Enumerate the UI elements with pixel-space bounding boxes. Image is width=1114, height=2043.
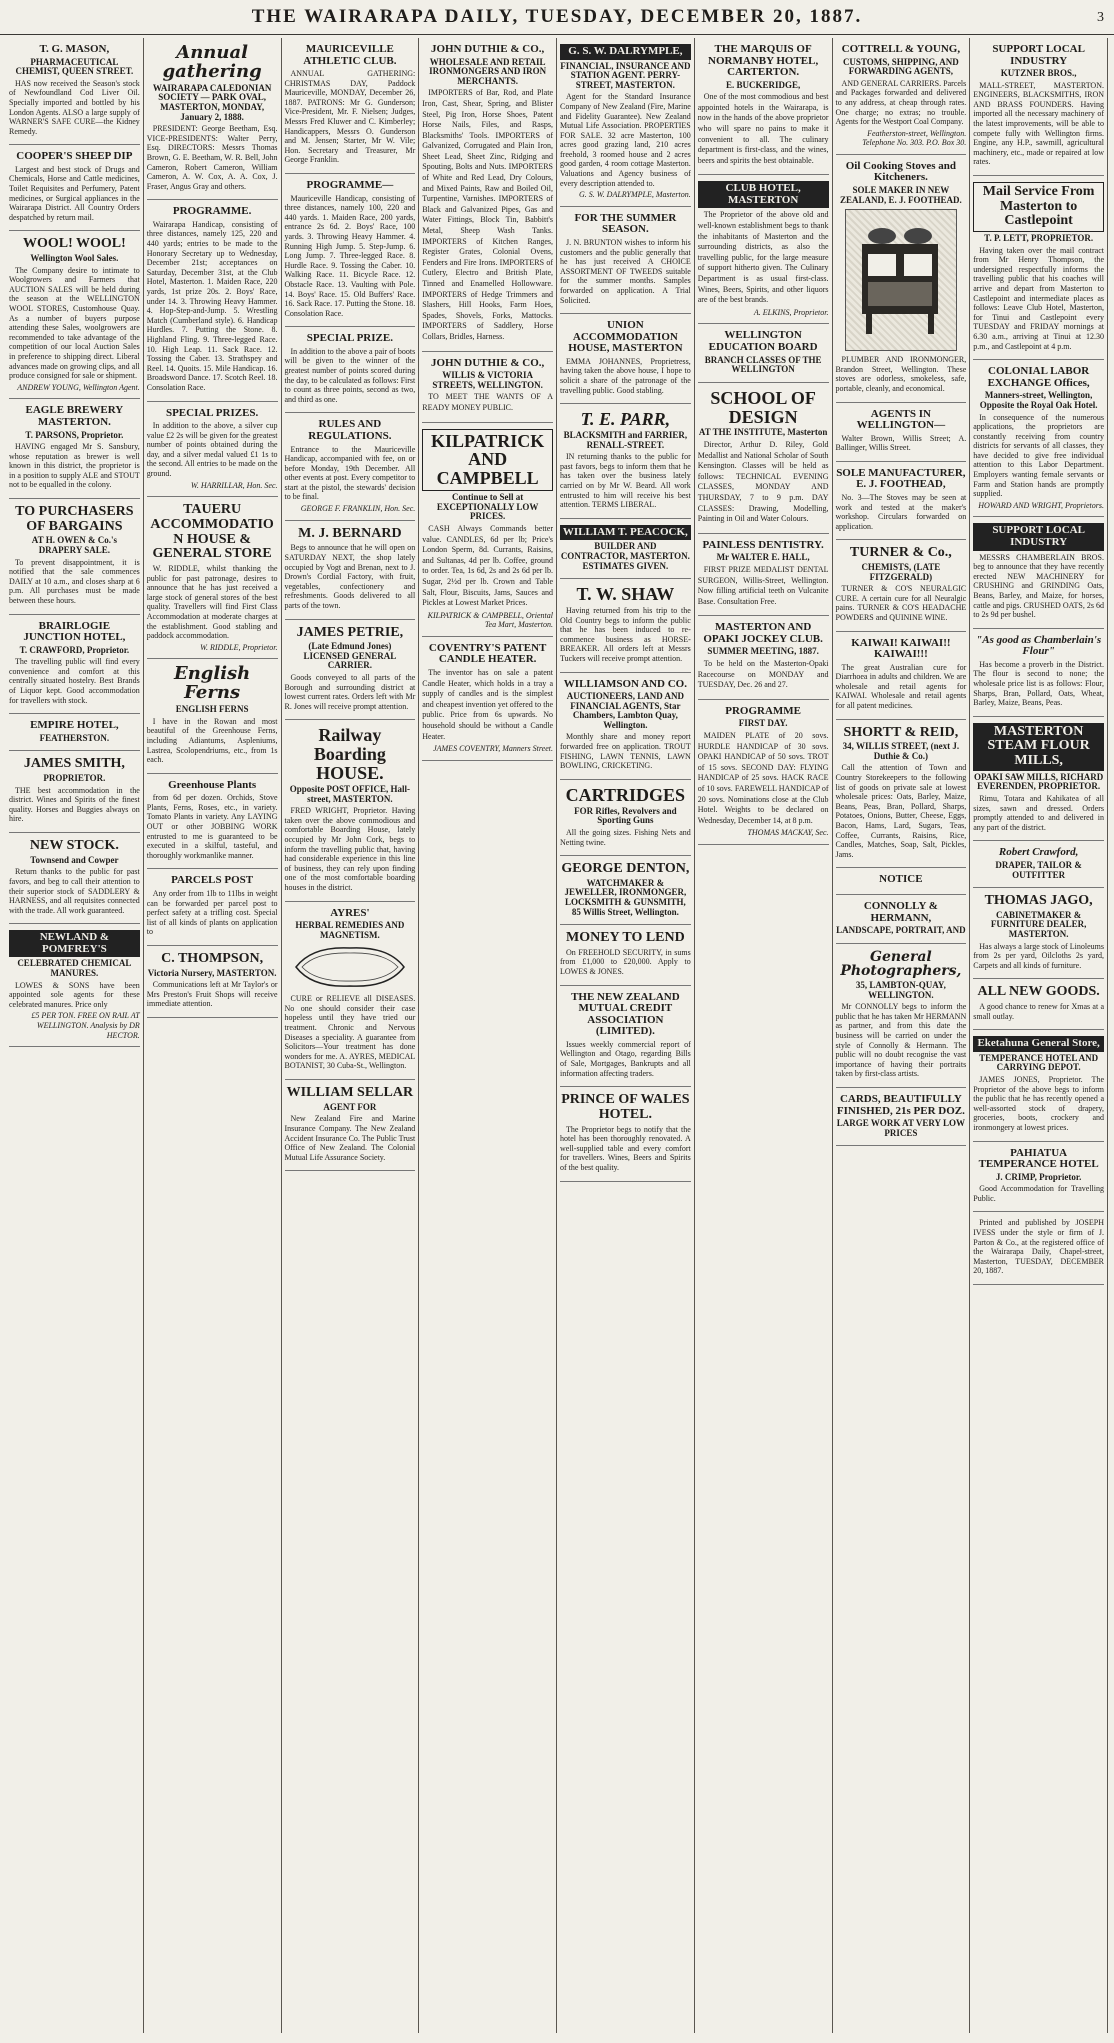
ad-body-text: TURNER & CO'S NEURALGIC CURE. A certain cure for all Neuralgic pains. TURNER & CO'S HEADACHE POWDERS and QUININE WINE. xyxy=(835,584,967,622)
ad-subheading: AUCTIONEERS, LAND AND FINANCIAL AGENTS, Star Chambers, Lambton Quay, Wellington. xyxy=(566,691,685,730)
advertisement xyxy=(422,637,553,761)
ad-headline: KAIWAI! KAIWAI!! KAIWAI!!! xyxy=(851,636,951,661)
advertisement xyxy=(698,324,829,382)
advertisement xyxy=(973,717,1104,842)
advertisement xyxy=(9,751,140,833)
newspaper-masthead xyxy=(0,0,1114,35)
ad-subheading: KUTZNER BROS., xyxy=(1000,68,1077,79)
ad-headline: AGENTS IN WELLINGTON— xyxy=(856,407,946,432)
ad-body-text: HAVING engaged Mr S. Sansbury, whose reputation as brewer is well known in this district, the proprietor is in a position to supply ALE and STOUT not to be equalled in the colony. xyxy=(9,442,140,490)
ad-headline: "As good as Chamberlain's Flour" xyxy=(976,633,1102,658)
ad-headline: Eketahuna General Store, xyxy=(973,1036,1104,1052)
advertisement xyxy=(422,38,553,352)
ad-body-text: To prevent disappointment, it is notified that the sale commences DAILY at 10 a.m., and closes sharp at 6 p.m. All purchases must be made between these hours. xyxy=(9,557,140,605)
advertisement xyxy=(560,673,691,780)
ad-body-text: The inventor has on sale a patent Candle Heater, which holds in a tray a supply of candles and is the simplest and cheapest invention yet offered to the public. Price from 6s upwards. No household should be without a Candle Heater. xyxy=(422,667,553,741)
ad-headline: Robert Crawford, xyxy=(998,846,1079,859)
ad-body-text: In addition to the above, a silver cup value £2 2s will be given for the greatest number of points obtained during the day, and a silver medal valued £1 1s to the second. All entries to be made on the ground. xyxy=(146,421,278,479)
advertisement xyxy=(973,1030,1104,1141)
ad-headline: Greenhouse Plants xyxy=(168,778,257,791)
advertisement xyxy=(973,1142,1104,1213)
ad-subheading: Victoria Nursery, MASTERTON. xyxy=(147,967,277,978)
ad-headline: THOMAS JAGO, xyxy=(984,893,1093,909)
advertisement xyxy=(147,38,278,200)
ad-headline: PROGRAMME— xyxy=(306,179,394,192)
ad-body-text: To be held on the Masterton-Opaki Racecourse on MONDAY and TUESDAY, Dec. 26 and 27. xyxy=(697,659,829,690)
ad-subheading: AT THE INSTITUTE, Masterton xyxy=(698,427,828,438)
advertisement xyxy=(836,403,967,462)
ad-subheading: 34, WILLIS STREET, (next J. Duthie & Co.) xyxy=(842,741,960,761)
ad-subheading: WAIRARAPA CALEDONIAN SOCIETY — PARK OVAL, MASTERTON, MONDAY, January 2, 1888. xyxy=(152,82,272,122)
ad-subheading: AT H. OWEN & Co.'s DRAPERY SALE. xyxy=(31,535,117,556)
ad-body-text: In addition to the above a pair of boots will be given to the winner of the greatest number of points scored during the day, to be calculated as follows: First to count as three points, second as two, and third as one. xyxy=(284,346,416,404)
ad-subheading: Wellington Wool Sales. xyxy=(30,253,119,264)
advertisement xyxy=(836,720,967,869)
ad-headline: EMPIRE HOTEL, xyxy=(30,719,119,732)
ad-body-text: Walter Brown, Willis Street; A. Ballinger, Willis Street. xyxy=(835,433,967,453)
ad-headline: COVENTRY'S PATENT CANDLE HEATER. xyxy=(428,641,547,666)
advertisement xyxy=(560,780,691,856)
ad-signature: A. ELKINS, Proprietor. xyxy=(753,307,829,317)
ad-headline: BRAIRLOGIE JUNCTION HOTEL, xyxy=(23,619,126,644)
advertisement xyxy=(285,620,416,721)
ad-body-text: FRED WRIGHT, Proprietor. Having taken over the above commodious and comfortable Boarding House, lately occupied by Mr John Cork, begs to inform the travelling public that, having had considerable experience in this line of business, they can rely upon finding one of the most comfortable boarding houses in the district. xyxy=(284,806,416,892)
ad-body-text: Director, Arthur D. Riley, Gold Medallist and National Scholar of South Kensington. Classes will be held as follows: TECHNICAL EVENING CLASSES, MONDAY AND THURSDAY, 7 to 9 p.m. DAY CLASSES: Drawing, Modelling, Painting in Oil and Water Colours. xyxy=(697,440,829,524)
ad-subheading: Mr WALTER E. HALL, xyxy=(716,552,810,563)
ad-headline: COOPER'S SHEEP DIP xyxy=(16,150,133,163)
ad-subheading: OPAKI SAW MILLS, RICHARD EVERENDEN, PROPRIETOR. xyxy=(974,771,1104,792)
ad-subheading: Opposite POST OFFICE, Hall-street, MASTERTON. xyxy=(289,784,411,804)
column-3 xyxy=(282,38,420,2033)
advertisement xyxy=(836,540,967,631)
ad-headline: SPECIAL PRIZE. xyxy=(306,332,393,345)
ad-subheading: BUILDER AND CONTRACTOR, MASTERTON. ESTIMATES GIVEN. xyxy=(560,541,690,571)
ad-body-text: The travelling public will find every convenience and comfort at this centrally situated hostelry. Best Brands of Liquor kept. Good accommodation for travellers with stock. xyxy=(9,657,140,705)
ad-body-text: Having returned from his trip to the Old Country begs to inform the public that he has been induced to re-commence business as HORSE-BREAKER. All orders left at Messrs Tuckers will receive prompt attention. xyxy=(560,605,691,663)
ad-body-text: Issues weekly commercial report of Wellington and Otago, regarding Bills of Sale, Mortgages, Bankrupts and all information affecting traders. xyxy=(560,1039,691,1078)
ad-body-text: Any order from 1lb to 11lbs in weight can be forwarded per parcel post to perfect safety at a trifling cost. Special list of all kinds of plants on application to xyxy=(146,888,278,937)
advertisement xyxy=(836,895,967,944)
column-7 xyxy=(833,38,971,2033)
advertisement xyxy=(973,38,1104,176)
ad-subheading: PHARMACEUTICAL CHEMIST, QUEEN STREET. xyxy=(15,56,134,77)
advertisement xyxy=(973,979,1104,1030)
ad-headline: MAURICEVILLE ATHLETIC CLUB. xyxy=(303,43,397,67)
ad-subheading: SOLE MAKER IN NEW ZEALAND, E. J. FOOTHEAD. xyxy=(839,184,962,205)
ad-signature: Featherston-street, Wellington. Telephone No. 303. P.O. Box 30. xyxy=(862,128,967,148)
ad-headline: CARDS, BEAUTIFULLY FINISHED, 21s PER DOZ. xyxy=(836,1092,965,1117)
ad-headline: TO PURCHASERS OF BARGAINS xyxy=(15,504,134,534)
ad-body-text: AND GENERAL CARRIERS. Parcels and Packages forwarded and delivered to any address, at cheap through rates. One charge; no extras; no trouble. Agents for the Westport Coal Company. xyxy=(835,78,967,127)
ad-body-text: CASH Always Commands better value. CANDLES, 6d per lb; Price's London Sperm, 8d. Currants, Raisins, and Sultanas, 4d per lb. Coffee, ground to order. Tea, 1s 6d, 2s and 2s 6d per lb. Sugar, 2½d per lb. Crown and Table Salt, Flour, Biscuits, Jams, Sauces and Pickles at Lowest Market Prices. xyxy=(422,523,553,608)
ad-body-text: Mr CONNOLLY begs to inform the public that he has taken Mr HERMANN as partner, and from this date the business will be carried on under the style of Connolly & Hermann. The public will no doubt recognise the vast importance of having their portraits taken by first-class artists. xyxy=(835,1002,967,1079)
advertisement xyxy=(285,413,416,520)
ad-headline: WOOL! WOOL! xyxy=(22,236,126,252)
advertisement xyxy=(836,462,967,540)
advertisement xyxy=(836,632,967,720)
ad-headline: T. W. SHAW xyxy=(576,584,675,605)
ad-subheading: CABINETMAKER & FURNITURE DEALER, MASTERTON. xyxy=(990,909,1087,939)
ad-body-text: In consequence of the numerous applications, the proprietors are constantly receiving from country districts for servants of all classes, they have decided to give free individual attention to this Labor Department. Employers wanting female servants or Farm and Station hands are promptly supplied. xyxy=(973,412,1104,499)
advertisement xyxy=(836,38,967,155)
ad-subheading: WILLIS & VICTORIA STREETS, WELLINGTON. xyxy=(432,370,543,390)
ad-body-text: Wairarapa Handicap, consisting of three distances, namely 125, 220 and 440 yards; entries to be made to the Honorary Secretary up to Wednesday, December 21st; acceptances on Saturday, December 31st, at the Club Hotel, Masterton. 1. Maiden Race, 220 yards, 1st prize 20s. 2. Boys' Race, under 14. 3. Throwing Heavy Hammer. 4. Hop-Step-and-Jump. 5. Wrestling Match (Cumberland style). 6. Handicap Hurdles. 7. Putting the Stone. 8. Highland Fling. 9. Three-legged Race. 10. High Leap. 11. Sack Race. 12. Tossing the Caber. 13. Strathspey and Reel. 14. Quoits. 15. Mile Handicap. 16. Broadsword Dance. 17. Scotch Reel. 18. Consolation Race. xyxy=(146,219,278,392)
advertisement xyxy=(560,404,691,519)
ad-headline: THE NEW ZEALAND MUTUAL CREDIT ASSOCIATION (LIMITED). xyxy=(571,990,680,1038)
column-6 xyxy=(695,38,833,2033)
ad-body-text: The Proprietor begs to notify that the hotel has been thoroughly renovated. A well-supplied table and every comfort for travellers. Wines, Beers and Spirits of the best quality. xyxy=(560,1124,691,1172)
advertisement xyxy=(698,175,829,324)
ad-headline: SUPPORT LOCAL INDUSTRY xyxy=(992,43,1085,67)
advertisement xyxy=(698,700,829,845)
ad-subheading: 35, LAMBTON-QUAY, WELLINGTON. xyxy=(855,980,946,1000)
ad-subheading: ENGLISH FERNS xyxy=(175,704,249,715)
ad-subheading: SUMMER MEETING, 1887. xyxy=(707,646,819,657)
ad-body-text: Call the attention of Town and Country Storekeepers to the following list of goods on private sale at lowest wholesale prices: Oats, Barley, Maize, Beans, Peas, Bran, Pollard, Sharps, Potatoes, Onions, Butter, Cheese, Eggs, Bacon, Hams, Lard, Sugars, Teas, Coffee, Currants, Raisins, Rice, Candles, Matches, Soap, Salt, Pickles, Jams. xyxy=(835,763,967,859)
ad-body-text: JAMES JONES, Proprietor. The Proprietor of the above begs to inform the public that he has recently opened a well-assorted stock of drapery, groceries, boots, crockery and ironmongery at lowest prices. xyxy=(973,1074,1104,1132)
cooking-stove-illustration xyxy=(845,209,957,351)
ad-headline: AYRES' xyxy=(330,906,370,919)
ad-headline: PROGRAMME. xyxy=(172,205,252,218)
ad-headline: PROGRAMME xyxy=(725,704,801,717)
advertisement xyxy=(698,38,829,175)
ad-body-text: I have in the Rowan and most beautiful of the Greenhouse Ferns, including Adiantums, Aspleniums, Lastrea, Scolopendriums, etc., from 1s each. xyxy=(146,716,278,765)
column-2 xyxy=(144,38,282,2033)
ad-headline: TURNER & Co., xyxy=(849,545,952,561)
advertisement xyxy=(560,986,691,1088)
advertisement xyxy=(560,856,691,925)
ad-body-text: A good chance to renew for Xmas at a small outlay. xyxy=(973,1002,1104,1021)
advertisement xyxy=(9,924,140,1047)
ad-headline: SUPPORT LOCAL INDUSTRY xyxy=(973,523,1104,550)
column-1 xyxy=(6,38,144,2033)
ad-subheading: E. BUCKERIDGE, xyxy=(725,79,801,90)
ad-headline: MONEY TO LEND xyxy=(565,930,685,946)
ad-headline: COLONIAL LABOR EXCHANGE Offices, xyxy=(987,365,1090,389)
ad-headline: G. S. W. DALRYMPLE, xyxy=(560,44,691,60)
advertisement xyxy=(836,868,967,895)
ad-subheading: CHEMISTS, (LATE FITZGERALD) xyxy=(861,561,941,582)
advertisement xyxy=(285,720,416,901)
ad-body-text: The Proprietor of the above old and well-known establishment begs to thank the inhabitants of Masterton and the surrounding districts, as also the travelling public, for the large measure of support hitherto given. The Culinary Department is as usual first-class. Wines, Beers, Spirits, and other liquors are of the best brands. xyxy=(697,210,829,305)
ad-subheading: FEATHERSTON. xyxy=(39,732,110,743)
advertisement xyxy=(9,833,140,924)
ad-subheading: FIRST DAY. xyxy=(738,718,788,729)
ad-body-text: Good Accommodation for Travelling Public. xyxy=(973,1184,1104,1203)
ad-body-text: HAS now received the Season's stock of Newfoundland Cod Liver Oil. Specially imported and bottled by his London Agents. ALSO a large supply of WARNER'S SAFE CURE—the Kidney Remedy. xyxy=(9,78,140,136)
ad-body-text: One of the most commodious and best appointed hotels in the Wairarapa, is now in the hands of the above proprietor who will spare no pains to make it convenient to all. The culinary department is first-class, and the wines, beers and spirits the best obtainable. xyxy=(697,92,829,165)
ad-signature: W. HARRILLAR, Hon. Sec. xyxy=(190,480,278,490)
ad-headline: PARCELS POST xyxy=(171,874,254,887)
ad-headline: M. J. BERNARD xyxy=(298,525,402,541)
ad-body-text: THE best accommodation in the district. Wines and Spirits of the finest quality. Horses and Buggies always on hire. xyxy=(9,785,140,824)
ad-headline: WILLIAM T. PEACOCK, xyxy=(560,525,691,541)
advertisement xyxy=(9,38,140,145)
advertisement xyxy=(9,399,140,499)
advertisement xyxy=(147,659,278,773)
ad-headline: NEW STOCK. xyxy=(29,838,119,854)
ad-subheading: T. P. LETT, PROPRIETOR. xyxy=(984,233,1094,244)
ad-body-text: TO MEET THE WANTS OF A READY MONEY PUBLIC. xyxy=(422,392,553,412)
ad-subheading: LARGE WORK AT VERY LOW PRICES xyxy=(836,1118,965,1138)
advertisement xyxy=(9,615,140,715)
ad-subheading: TEMPERANCE HOTEL AND CARRYING DEPOT. xyxy=(979,1052,1099,1073)
advertisement xyxy=(560,314,691,404)
ad-body-text: Mauriceville Handicap, consisting of three distances, namely 100, 220 and 440 yards. 1. Maiden Race, 200 yards, entrance 2s 6d. 2. Boys' Race, 100 yards. 3. Throwing Heavy Hammer. 4. Running High Jump. 5. Step-Jump. 6. Long Jump. 7. Three-legged Race. 8. Hurdle Race. 9. Tossing the Caber. 10. Walking Race. 11. Bicycle Race. 12. Obstacle Race. 13. Vaulting with Pole. 14. Boys' Race. 15. Old Buffers' Race. 16. Sack Race. 17. Putting the Stone. 18. Consolation Race. xyxy=(284,193,416,318)
ad-signature: ANDREW YOUNG, Wellington Agent. xyxy=(17,382,140,392)
advertisement xyxy=(9,499,140,615)
ad-body-text: MALL-STREET, MASTERTON. ENGINEERS, BLACKSMITHS, IRON AND BRASS FOUNDERS. Having imported all the necessary machinery of the latest improvements, will be able to compete fully with Wellington firms. Engine, any H.P., sawmill, agricultural machinery, etc., made or repaired at low rates. xyxy=(973,80,1104,167)
ad-body-text: Entrance to the Mauriceville Handicap, accompanied with fee, on or before Monday, 19th December. All other events at post. Every competitor to start at the pistol, the stewards' decision to be final. xyxy=(284,444,416,502)
ad-headline: MASTERTON STEAM FLOUR MILLS, xyxy=(973,723,1104,771)
ad-signature: KILPATRICK & CAMPBELL, Oriental Tea Mart, Masterton. xyxy=(427,610,553,630)
ad-headline: COTTRELL & YOUNG, xyxy=(841,43,961,55)
advertisement xyxy=(285,174,416,327)
advertisement xyxy=(147,946,278,1018)
ad-body-text: MESSRS CHAMBERLAIN BROS. beg to announce that they have recently erected NEW MACHINERY for CRUSHING and GRINDING Oats, Beans, Barley, and Maize, for horses, cattle and pigs. CRUSHED OATS, 2s 6d to 2s 9d per bushel. xyxy=(973,552,1104,620)
ad-body-text: Rimu, Totara and Kahikatea of all sizes, sawn and dressed. Orders promptly attended to and delivered in any part of the district. xyxy=(973,794,1104,832)
advertisement xyxy=(973,517,1104,628)
ad-subheading: BLACKSMITH and FARRIER, RENALL-STREET. xyxy=(563,430,688,450)
ad-subheading: PROPRIETOR. xyxy=(43,773,106,784)
ad-body-text: Return thanks to the public for past favors, and beg to call their attention to their superior stock of SADDLERY & HARNESS, and all requisites connected with the trade. All work guaranteed. xyxy=(9,867,140,915)
advertisement xyxy=(973,888,1104,979)
ad-subheading: WHOLESALE AND RETAIL IRONMONGERS AND IRON MERCHANTS. xyxy=(429,56,547,86)
advertisement xyxy=(973,841,1104,888)
ad-headline: FOR THE SUMMER SEASON. xyxy=(574,211,677,236)
ad-subheading: J. CRIMP, Proprietor. xyxy=(995,1171,1082,1182)
newspaper-title: THE WAIRARAPA DAILY, TUESDAY, DECEMBER 20, 1887. xyxy=(251,6,863,27)
advertisement xyxy=(285,327,416,413)
ad-body-text: Has always a large stock of Linoleums from 2s per yard, Oilcloths 2s yard, Carpets and all kinds of furniture. xyxy=(973,941,1104,970)
ad-body-text: All the going sizes. Fishing Nets and Netting twine. xyxy=(560,827,691,847)
ad-headline: UNION ACCOMMODATION HOUSE, MASTERTON xyxy=(568,319,683,355)
advertisement xyxy=(147,497,278,659)
advertisement xyxy=(973,360,1104,517)
ad-body-text: MAIDEN PLATE of 20 sovs. HURDLE HANDICAP of 30 sovs. OPAKI HANDICAP of 50 sovs. TROT of 15 sovs. SECOND DAY: FLYING HANDICAP of 25 sovs. HACK RACE of 10 sovs. FAREWELL HANDICAP of 20 sovs. Nominations close at the Club Hotel. Weights to be declared on Wednesday, December 14, at 8 p.m. xyxy=(697,730,829,825)
ad-headline: C. THOMPSON, xyxy=(161,950,264,966)
ad-headline: CLUB HOTEL, MASTERTON xyxy=(698,181,829,208)
ad-body-text: Communications left at Mr Taylor's or Mrs Preston's Fruit Shops will receive immediate attention. xyxy=(146,980,278,1009)
advertisement xyxy=(560,1087,691,1181)
ad-headline: THE MARQUIS OF NORMANBY HOTEL, CARTERTON. xyxy=(708,43,819,79)
ad-body-text: Has become a proverb in the District. The flour is second to none; the wholesale price list is as follows: Flour, Sharps, Bran, Pollard, Oats, Wheat, Barley, Maize, Beans, Peas. xyxy=(973,659,1104,708)
ad-subheading: (Late Edmund Jones) LICENSED GENERAL CARRIER. xyxy=(303,641,397,671)
advertisement xyxy=(9,231,140,399)
ad-body-text: No. 3—The Stoves may be seen at work and tested at the maker's workshop. Circulars forwarded on application. xyxy=(835,492,967,531)
ad-subheading: BRANCH CLASSES OF THE WELLINGTON xyxy=(704,354,822,375)
ad-body-text: W. RIDDLE, whilst thanking the public for past patronage, desires to announce that he has just received a large stock of general stores of the best quality. Travellers will find First Class Accommodation at moderate charges at the establishment. Good stabling and paddock accommodation. xyxy=(146,564,278,641)
page-number: 3 xyxy=(1097,10,1104,25)
ad-body-text: Monthly share and money report forwarded free on application. TROUT FISHING, LAWN TENNIS, LAWN BOWLING, CRICKETING. xyxy=(560,732,691,771)
ad-body-text: IMPORTERS of Bar, Rod, and Plate Iron, Cast, Shear, Spring, and Blister Steel, Pig Iron, Horse Shoes, Patent Horse Nails, Files, and Rasps, Blacksmiths' Tools. IMPORTERS of Galvanized, Corrugated and Plain Iron, Sheet Lead, Sheet Zinc, Ridging and Spouting, Bolts and Nuts. IMPORTERS of White and Red Lead, Dry Colours, and Mixed Paints, Raw and Boiled Oil, Turpentine, Varnishes. IMPORTERS of Black and Galvanized Pipes, Gas and Water Fittings, Block Tin, Babbitt's Metal, Sheep Wash Tanks. IMPORTERS of Kitchen Ranges, Register Grates, Colonial Ovens, Fenders and Fire Irons. IMPORTERS of Cutlery, Electro and British Plate, Tinned and Enamelled Hollowware. IMPORTERS of Hedge Trimmers and Slashers, Hill Hooks, Farm Hoes, Spades, Shovels, Forks, Mattocks. IMPORTERS of Saddlery, Horse Collars, Bridles, Harness. xyxy=(422,88,553,341)
ad-headline: GEORGE DENTON, xyxy=(561,861,690,877)
advertisement-columns xyxy=(6,38,1108,2033)
ad-subheading: T. CRAWFORD, Proprietor. xyxy=(19,644,130,655)
ad-subheading: HERBAL REMEDIES AND MAGNETISM. xyxy=(295,920,405,940)
ad-headline: T. G. MASON, xyxy=(39,43,110,55)
ad-headline: TAUERU ACCOMMODATION HOUSE & GENERAL STORE xyxy=(150,502,274,562)
advertisement xyxy=(560,519,691,579)
ad-subheading: FOR Rifles, Revolvers and Sporting Guns xyxy=(574,805,677,826)
ad-headline: Railway Boarding HOUSE. xyxy=(313,725,386,784)
ad-subheading: CELEBRATED CHEMICAL MANURES. xyxy=(17,958,132,978)
advertisement xyxy=(9,714,140,751)
ad-signature: THOMAS MACKAY, Sec. xyxy=(747,828,829,838)
advertisement xyxy=(285,902,416,1080)
ad-headline: General Photographers, xyxy=(840,948,962,980)
ad-headline: CARTRIDGES xyxy=(565,784,686,805)
advertisement xyxy=(560,207,691,314)
column-4 xyxy=(419,38,557,2033)
ad-headline: JAMES PETRIE, xyxy=(296,624,404,640)
ayres-ornamental-banner xyxy=(292,944,408,990)
ad-body-text: J. N. BRUNTON wishes to inform his customers and the public generally that he has just received A CHOICE ASSORTMENT OF TWEEDS suitable for the summer months. Samples forwarded on application. A Trial Solicited. xyxy=(560,237,691,305)
ad-headline: ALL NEW GOODS. xyxy=(977,984,1100,1000)
ad-subheading: LANDSCAPE, PORTRAIT, AND xyxy=(836,925,966,936)
ad-headline: MASTERTON AND OPAKI JOCKEY CLUB. xyxy=(703,621,823,645)
ad-subheading: FINANCIAL, INSURANCE AND STATION AGENT. PERRY-STREET, MASTERTON. xyxy=(560,60,691,90)
ad-headline: SPECIAL PRIZES. xyxy=(165,406,259,419)
ad-body-text: CURE or RELIEVE all DISEASES. No one should consider their case hopeless until they have tried our treatment. Chronic and Nervous Diseases a speciality. A guarantee from Solicitors—Your treatment has done wonders for me. A. AYRES, MEDICAL BOTANIST, 30 Cuba-St., Wellington. xyxy=(284,994,416,1071)
ad-headline: PAINLESS DENTISTRY. xyxy=(702,538,824,551)
ad-body-text: IN returning thanks to the public for past favors, begs to inform them that he has taken over the business lately carried on by Mr W. Beard. All work entrusted to him will receive his best attention. TERMS LIBERAL. xyxy=(560,452,691,510)
advertisement xyxy=(285,521,416,620)
ad-subheading: WATCHMAKER & JEWELLER, IRONMONGER, LOCKSMITH & GUNSMITH, 85 Willis Street, Wellington. xyxy=(564,877,687,917)
ad-body-text: On FREEHOLD SECURITY, in sums from £1,000 to £20,000. Apply to LOWES & JONES. xyxy=(560,947,691,977)
ad-subheading: Continue to Sell at EXCEPTIONALLY LOW PRICES. xyxy=(436,492,539,522)
ad-body-text: from 6d per dozen. Orchids, Stove Plants, Ferns, Roses, etc., in variety. Tomato Plants in variety. Any LAYING OUT or other JOBBING WORK entrusted to me is guaranteed to be executed in a skilful, tasteful, and thoroughly workmanlike manner. xyxy=(146,793,278,860)
ad-subheading: Manners-street, Wellington, Opposite the Royal Oak Hotel. xyxy=(979,390,1098,410)
ad-headline: EAGLE BREWERY MASTERTON. xyxy=(25,404,124,428)
ad-signature: HOWARD AND WRIGHT, Proprietors. xyxy=(978,500,1104,510)
ad-headline: SCHOOL OF DESIGN xyxy=(710,387,816,427)
ad-headline: WELLINGTON EDUCATION BOARD xyxy=(708,329,818,353)
ad-body-text: New Zealand Fire and Marine Insurance Company. The New Zealand Accident Insurance Co. The Public Trust Office of New Zealand. The Colonial Mutual Life Assurance Society. xyxy=(284,1114,416,1162)
ad-headline: CONNOLLY & HERMANN, xyxy=(863,899,938,924)
ad-body-text: Goods conveyed to all parts of the Borough and surrounding district at lowest current rates. Orders left with Mr R. Jones will receive prompt attention. xyxy=(284,672,416,711)
ad-body-text: ANNUAL GATHERING: CHRISTMAS DAY, Paddock Mauriceville, MONDAY, December 26, 1887. PATRONS: Mr G. Gunderson; Vice-President, Mr. F. Nielsen; Judges, Messrs Fred Kluwer and C. Kimberley; Handicappers, Messrs O. Gunderson and M. Jensen; Starter, Mr W. Vile; Hon. Secretary and Treasurer, Mr George Franklin. xyxy=(284,69,416,165)
advertisement xyxy=(698,534,829,617)
advertisement xyxy=(973,629,1104,717)
ad-body-text: EMMA JOHANNES, Proprietress, having taken the above house, I hope to solicit a share of the patronage of the travelling public. Good stabling. xyxy=(560,356,691,395)
ad-signature: £5 PER TON. FREE ON RAIL AT WELLINGTON. Analysis by DR HECTOR. xyxy=(31,1011,140,1040)
ad-subheading: DRAPER, TAILOR & OUTFITTER xyxy=(995,859,1082,880)
ad-subheading: T. PARSONS, Proprietor. xyxy=(25,429,124,440)
advertisement xyxy=(560,925,691,985)
advertisement xyxy=(147,869,278,946)
ad-subheading: CUSTOMS, SHIPPING, AND FORWARDING AGENTS, xyxy=(842,56,959,77)
advertisement xyxy=(836,1088,967,1146)
ad-headline: PAHIATUA TEMPERANCE HOTEL xyxy=(978,1146,1099,1171)
ad-headline: JAMES SMITH, xyxy=(23,756,125,772)
advertisement xyxy=(973,1212,1104,1285)
ad-headline: WILLIAM SELLAR xyxy=(286,1085,414,1101)
ad-body-text: The great Australian cure for Diarrhoea in adults and children. We are wholesale and retail agents for KAIWAI. Wholesale and retail agents for all patent medicines. xyxy=(835,662,967,711)
column-5 xyxy=(557,38,695,2033)
advertisement xyxy=(973,176,1104,360)
ad-headline: Oil Cooking Stoves and Kitcheners. xyxy=(845,159,957,184)
ad-headline: KILPATRICK AND CAMPBELL xyxy=(422,429,553,492)
advertisement xyxy=(836,944,967,1088)
ad-headline: Annual gathering xyxy=(162,42,262,82)
ad-subheading: Townsend and Cowper xyxy=(30,854,119,865)
ad-headline: NOTICE xyxy=(879,873,923,886)
advertisement xyxy=(836,155,967,403)
advertisement xyxy=(285,1080,416,1171)
advertisement xyxy=(422,423,553,637)
ad-signature: G. S. W. DALRYMPLE, Masterton. xyxy=(578,190,691,200)
advertisement xyxy=(147,774,278,870)
advertisement xyxy=(698,616,829,699)
ad-body-text: The Company desire to intimate to Woolgrowers and Farmers that AUCTION SALES will be held during the season at the WELLINGTON WOOL STORES, Customhouse Quay. As a number of buyers purpose attending these Sales, woolgrowers are recommended to take advantage of the competition of our local Auction Sales in preference to shipping direct. Liberal advances made on growing clips, and all produce consigned for sale or shipment. xyxy=(9,265,140,381)
ad-body-text: Having taken over the mail contract from Mr Henry Thompson, the undersigned respectfully informs the travelling public that his coaches will arrive and depart from Masterton to Castlepoint and intermediate places as follows: Leave Club Hotel, Masterton, for Tinui and Castlepoint every TUESDAY and FRIDAY mornings at 6.30 a.m., arriving at Tinui at 12.30 p.m., and Castlepoint at 4 p.m. xyxy=(973,245,1104,351)
ad-body-text: Largest and best stock of Drugs and Chemicals, Horse and Cattle medicines, Toilet Requisites and Perfumery, Patent medicines, or Surgical appliances in the Wairarapa District. All Country Orders despatched by return mail. xyxy=(9,164,140,222)
ad-headline: NEWLAND & POMFREY'S xyxy=(9,930,140,957)
ad-body-text: Agent for the Standard Insurance Company of New Zealand (Fire, Marine and Fidelity Guarantee). New Zealand Mutual Life Association. PROPERTIES FOR SALE. 32 acre Masterton, 100 acres good grazing land, 210 acres freehold, 3 roomed house and 2 acres good garden, 4 room cottage Masterton. Valuations and Agency business of every description attended to. xyxy=(560,92,691,188)
ad-body-text: Printed and published by JOSEPH IVESS under the style or firm of J. Parton & Co., at the registered office of the Wairarapa Daily, Chapel-street, Masterton, TUESDAY, DECEMBER 20, 1887. xyxy=(973,1218,1104,1276)
ad-headline: SHORTT & REID, xyxy=(843,724,959,740)
ad-signature: W. RIDDLE, Proprietor. xyxy=(200,642,278,652)
ad-headline: T. E. PARR, xyxy=(580,409,671,430)
ad-headline: JOHN DUTHIE & CO., xyxy=(430,43,545,55)
ad-signature: GEORGE F. FRANKLIN, Hon. Sec. xyxy=(300,504,416,514)
column-8 xyxy=(970,38,1108,2033)
ad-headline: PRINCE OF WALES HOTEL. xyxy=(561,1092,690,1122)
ad-headline: WILLIAMSON AND CO. xyxy=(563,677,687,690)
ad-headline: Mail Service From Masterton to Castlepoint xyxy=(973,182,1104,232)
advertisement xyxy=(698,383,829,534)
ad-body-text: FIRST PRIZE MEDALIST DENTAL SURGEON, Willis-Street, Wellington. Now filling artificial teeth on Vulcanite Base. Consultation Free. xyxy=(697,564,829,606)
advertisement xyxy=(147,200,278,401)
ad-body-text: PLUMBER AND IRONMONGER, Brandon Street, Wellington. These stoves are odorless, smokeless, safe, portable, cleanly, and economical. xyxy=(835,355,967,393)
advertisement xyxy=(147,402,278,498)
ad-subheading: AGENT FOR xyxy=(323,1101,377,1112)
ad-headline: JOHN DUTHIE & CO., xyxy=(430,356,545,369)
ad-headline: English Ferns xyxy=(173,663,251,704)
ad-headline: SOLE MANUFACTURER, E. J. FOOTHEAD, xyxy=(836,466,966,491)
ad-body-text: Begs to announce that he will open on SATURDAY NEXT, the shop lately occupied by Vogt and Brenan, next to J. Drown's Cordial Factory, with fruit, vegetables, confectionery and refreshments. Goods delivered to all parts of the town. xyxy=(284,543,416,610)
ad-body-text: PRESIDENT: George Beetham, Esq. VICE-PRESIDENTS: Walter Perry, Esq. DIRECTORS: Messrs Thomas Brown, G. E. Beetham, W. R. Bell, John Cameron, Robert Cameron, William Cameron, A. W. Cox, A. A. Cox, J. Fraser, Angus Gray and others. xyxy=(146,124,278,191)
advertisement xyxy=(9,145,140,231)
ad-signature: JAMES COVENTRY, Manners Street. xyxy=(433,744,553,754)
advertisement xyxy=(422,352,553,423)
ad-body-text: LOWES & SONS have been appointed sole agents for these celebrated manures. Price only xyxy=(9,980,140,1009)
ad-headline: RULES AND REGULATIONS. xyxy=(308,418,392,442)
advertisement xyxy=(285,38,416,174)
advertisement xyxy=(560,38,691,207)
advertisement xyxy=(560,579,691,672)
